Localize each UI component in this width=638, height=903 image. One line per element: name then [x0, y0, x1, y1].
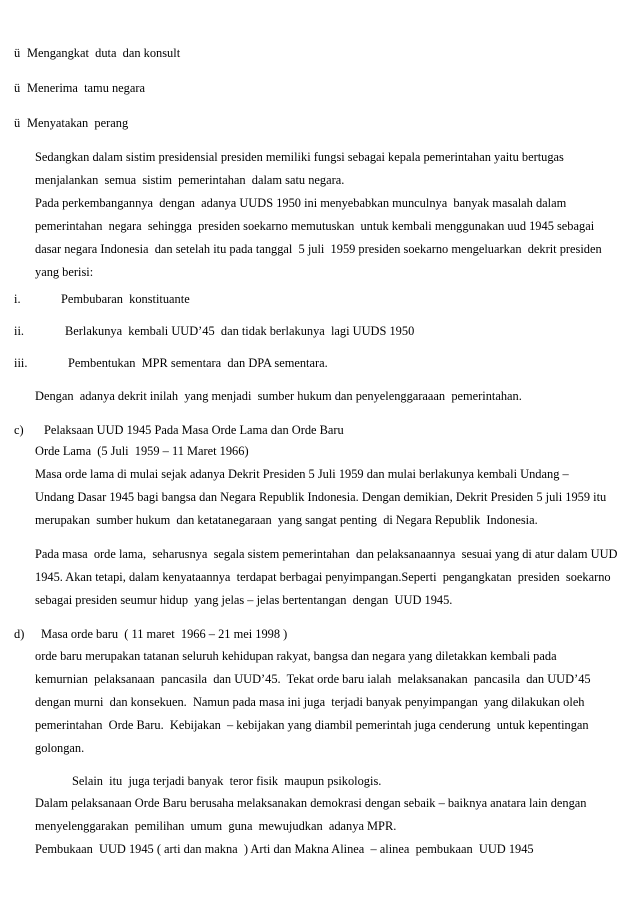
text-line: golongan. — [35, 741, 85, 755]
text-line: orde baru merupakan tatanan seluruh kehidupan rakyat, bangsa dan negara yang diletakkan kembali pada — [35, 649, 557, 663]
section-subheading: Orde Lama (5 Juli 1959 – 11 Maret 1966) — [35, 444, 249, 458]
text-line: Dalam pelaksanaan Orde Baru berusaha melaksanakan demokrasi dengan sebaik – baiknya anatara lain dengan — [35, 796, 587, 810]
bullet-item: Mengangkat duta dan konsult — [27, 46, 181, 60]
text-line: kemurnian pelaksanaan pancasila dan UUD’45. Tekat orde baru ialah melaksanakan pancasila dan UUD’45 — [35, 672, 591, 686]
section-marker: c) — [14, 423, 24, 437]
text-line: pemerintahan negara sehingga presiden soekarno memutuskan untuk kembali menggunakan uud 1945 sebagai — [35, 219, 595, 233]
text-line: dasar negara Indonesia dan setelah itu pada tanggal 5 juli 1959 presiden soekarno mengeluarkan dekrit presiden — [35, 242, 602, 256]
text-line: Pembukaan UUD 1945 ( arti dan makna ) Arti dan Makna Alinea – alinea pembukaan UUD 1945 — [35, 842, 534, 856]
text-line: 1945. Akan tetapi, dalam kenyataannya terdapat berbagai penyimpangan.Seperti pengangkatan presiden soekarno — [35, 570, 611, 584]
list-item: Pembentukan MPR sementara dan DPA sementara. — [68, 356, 328, 370]
check-icon: ü — [14, 116, 21, 130]
list-marker: ii. — [14, 324, 24, 338]
bullet-item: Menyatakan perang — [27, 116, 129, 130]
text-line: menyelenggarakan pemilihan umum guna mewujudkan adanya MPR. — [35, 819, 397, 833]
text-line: sebagai presiden seumur hidup yang jelas – jelas bertentangan dengan UUD 1945. — [35, 593, 453, 607]
text-line: Sedangkan dalam sistim presidensial presiden memiliki fungsi sebagai kepala pemerintahan yaitu bertugas — [35, 150, 564, 164]
text-line: menjalankan semua sistim pemerintahan dalam satu negara. — [35, 173, 345, 187]
check-icon: ü — [14, 46, 21, 60]
text-line: Pada masa orde lama, seharusnya segala sistem pemerintahan dan pelaksanaannya sesuai yang di atur dalam UUD — [35, 547, 618, 561]
text-line: yang berisi: — [35, 265, 94, 279]
bullet-item: Menerima tamu negara — [27, 81, 146, 95]
text-line: Masa orde lama di mulai sejak adanya Dekrit Presiden 5 Juli 1959 dan mulai berlakunya kembali Undang – — [35, 467, 569, 481]
list-item: Pembubaran konstituante — [61, 292, 190, 306]
paragraph-dekrit: Dengan adanya dekrit inilah yang menjadi sumber hukum dan penyelenggaraaan pemerintahan. — [35, 389, 522, 403]
check-icon: ü — [14, 81, 21, 95]
section-heading: Masa orde baru ( 11 maret 1966 – 21 mei 1998 ) — [41, 627, 288, 641]
text-line: dengan murni dan konsekuen. Namun pada masa ini juga terjadi banyak penyimpangan yang dilakukan oleh — [35, 695, 585, 709]
section-marker: d) — [14, 627, 25, 641]
text-line: pemerintahan Orde Baru. Kebijakan – kebijakan yang diambil pemerintah juga cenderung untuk kepentingan — [35, 718, 589, 732]
text-line: Pada perkembangannya dengan adanya UUDS 1950 ini menyebabkan munculnya banyak masalah dalam — [35, 196, 567, 210]
list-marker: iii. — [14, 356, 28, 370]
text-line: Undang Dasar 1945 bagi bangsa dan Negara Republik Indonesia. Dengan demikian, Dekrit Presiden 5 juli 1959 itu — [35, 490, 607, 504]
list-marker: i. — [14, 292, 21, 306]
section-heading: Pelaksaan UUD 1945 Pada Masa Orde Lama dan Orde Baru — [44, 423, 344, 437]
text-line: merupakan sumber hukum dan ketatanegaraan yang sangat penting di Negara Republik Indonesia. — [35, 513, 538, 527]
list-item: Berlakunya kembali UUD’45 dan tidak berlakunya lagi UUDS 1950 — [65, 324, 415, 338]
text-line: Selain itu juga terjadi banyak teror fisik maupun psikologis. — [72, 774, 382, 788]
